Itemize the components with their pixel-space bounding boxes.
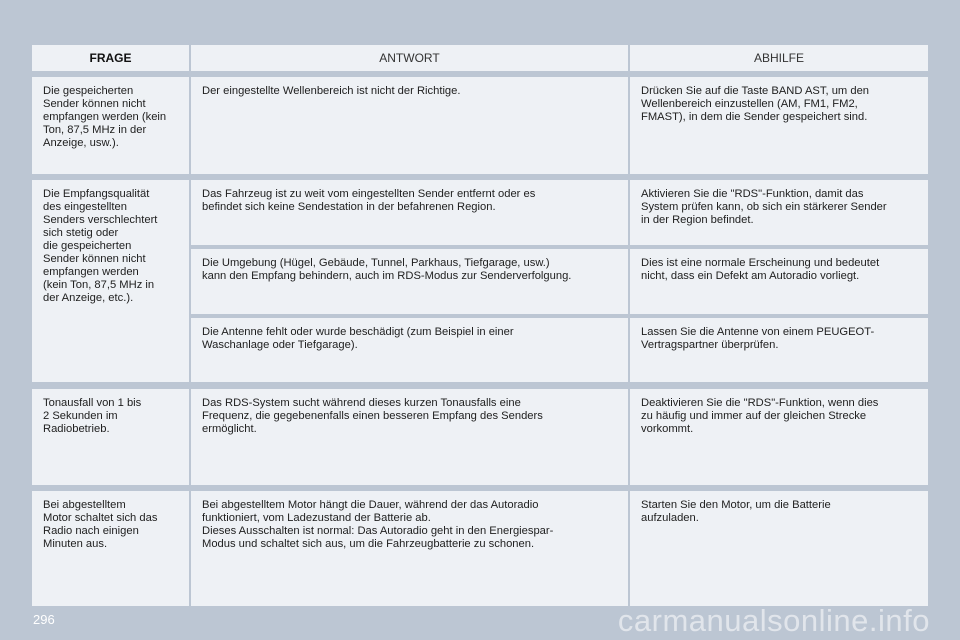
text-line: empfangen werden [43, 266, 139, 278]
text-line: FMAST), in dem die Sender gespeichert sind. [641, 111, 868, 123]
text-line: Dieses Ausschalten ist normal: Das Autoradio geht in den Energiespar- [202, 525, 554, 537]
text-line: System prüfen kann, ob sich ein stärkerer Sender [641, 201, 887, 213]
text-line: Drücken Sie auf die Taste BAND AST, um den [641, 85, 870, 97]
text-line: Das RDS-System sucht während dieses kurzen Tonausfalls eine [202, 397, 521, 409]
row-3-answer [191, 389, 628, 485]
text-line: funktioniert, vom Ladezustand der Batterie ab. [202, 512, 431, 524]
text-line: Tonausfall von 1 bis [43, 397, 142, 409]
text-line: nicht, dass ein Defekt am Autoradio vorliegt. [641, 270, 860, 282]
text-line: Minuten aus. [43, 538, 108, 550]
row-2-question [32, 180, 189, 382]
text-line: Frequenz, die gegebenenfalls einen besseren Empfang des Senders [202, 410, 543, 422]
text-line: die gespeicherten [43, 240, 132, 252]
text-line: Radio nach einigen [43, 525, 139, 537]
header-remedy: ABHILFE [630, 45, 928, 71]
text-line: Deaktivieren Sie die "RDS"-Funktion, wenn dies [641, 397, 879, 409]
text-line: 2 Sekunden im [43, 410, 118, 422]
text-line: Starten Sie den Motor, um die Batterie [641, 499, 831, 511]
row-3-question [32, 389, 189, 485]
text-line: Radiobetrieb. [43, 423, 110, 435]
text-line: Motor schaltet sich das [43, 512, 158, 524]
text-line: Lassen Sie die Antenne von einem PEUGEOT- [641, 326, 875, 338]
header-question: FRAGE [32, 45, 189, 71]
row-4-question [32, 491, 189, 606]
text-line: Wellenbereich einzustellen (AM, FM1, FM2, [641, 98, 858, 110]
text-line: Die Empfangsqualität [43, 188, 150, 200]
text-line: in der Region befindet. [641, 214, 754, 226]
row-2c-remedy [630, 318, 928, 382]
row-4-remedy [630, 491, 928, 606]
row-3-remedy [630, 389, 928, 485]
text-line: Die Umgebung (Hügel, Gebäude, Tunnel, Parkhaus, Tiefgarage, usw.) [202, 257, 550, 269]
row-1-remedy [630, 77, 928, 174]
text-line: Waschanlage oder Tiefgarage). [202, 339, 358, 351]
text-line: Sender können nicht [43, 253, 146, 265]
row-1-question [32, 77, 189, 174]
text-line: zu häufig und immer auf der gleichen Strecke [641, 410, 867, 422]
row-2c-answer [191, 318, 628, 382]
text-line: des eingestellten [43, 201, 127, 213]
page-number: 296 [33, 612, 55, 627]
text-line: aufzuladen. [641, 512, 699, 524]
text-line: ermöglicht. [202, 423, 257, 435]
text-line: empfangen werden (kein [43, 111, 167, 123]
header-answer: ANTWORT [191, 45, 628, 71]
text-line: Bei abgestelltem Motor hängt die Dauer, während der das Autoradio [202, 499, 539, 511]
text-line: Modus und schaltet sich aus, um die Fahrzeugbatterie zu schonen. [202, 538, 535, 550]
text-line: befindet sich keine Sendestation in der befahrenen Region. [202, 201, 496, 213]
row-2b-remedy [630, 249, 928, 314]
watermark: carmanualsonline.info [617, 603, 930, 638]
text-line: (kein Ton, 87,5 MHz in [43, 279, 155, 291]
text-line: Der eingestellte Wellenbereich ist nicht der Richtige. [202, 85, 461, 97]
row-2b-answer [191, 249, 628, 314]
row-2a-remedy [630, 180, 928, 245]
text-line: Vertragspartner überprüfen. [641, 339, 779, 351]
text-line: vorkommt. [641, 423, 694, 435]
row-1-answer [191, 77, 628, 174]
text-line: Das Fahrzeug ist zu weit vom eingestellten Sender entfernt oder es [202, 188, 536, 200]
text-line: sich stetig oder [43, 227, 119, 239]
text-line: Sender können nicht [43, 98, 146, 110]
row-4-answer [191, 491, 628, 606]
text-line: Aktivieren Sie die "RDS"-Funktion, damit das [641, 188, 864, 200]
text-line: der Anzeige, etc.). [43, 292, 134, 304]
text-line: kann den Empfang behindern, auch im RDS-Modus zur Senderverfolgung. [202, 270, 572, 282]
text-line: Dies ist eine normale Erscheinung und bedeutet [641, 257, 880, 269]
text-line: Anzeige, usw.). [43, 137, 119, 149]
text-line: Ton, 87,5 MHz in der [43, 124, 147, 136]
text-line: Bei abgestelltem [43, 499, 126, 511]
row-2a-answer [191, 180, 628, 245]
text-line: Senders verschlechtert [43, 214, 158, 226]
text-line: Die gespeicherten [43, 85, 134, 97]
text-line: Die Antenne fehlt oder wurde beschädigt (zum Beispiel in einer [202, 326, 514, 338]
